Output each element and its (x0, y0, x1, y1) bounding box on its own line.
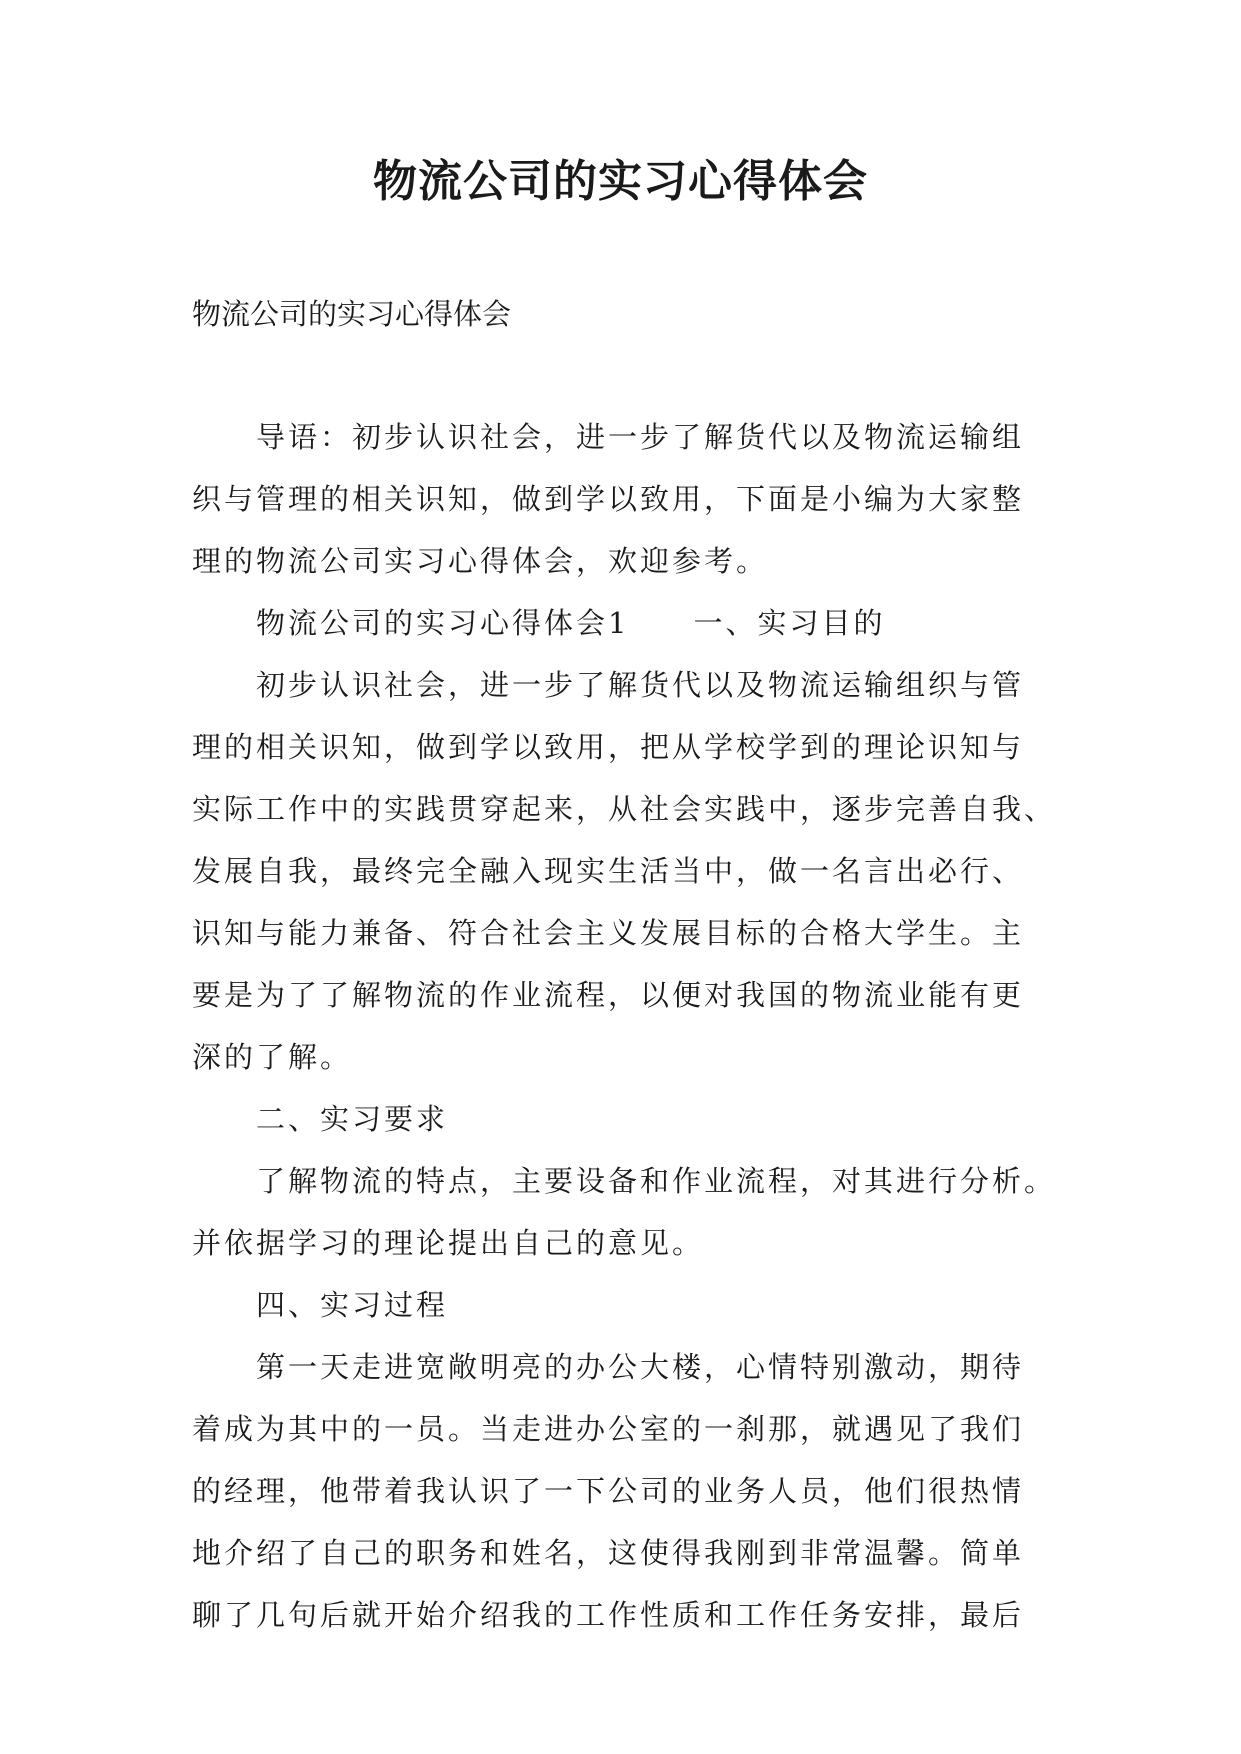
body-text-line: 聊了几句后就开始介绍我的工作性质和工作任务安排，最后 (192, 1598, 1025, 1632)
body-text-line: 初步认识社会，进一步了解货代以及物流运输组织与管 (256, 668, 1025, 702)
body-text-line: 二、实习要求 (256, 1102, 449, 1136)
body-text-line: 织与管理的相关识知，做到学以致用，下面是小编为大家整 (192, 482, 1025, 516)
document-subtitle: 物流公司的实习心得体会 (192, 297, 512, 331)
body-text-line: 并依据学习的理论提出自己的意见。 (192, 1226, 705, 1260)
body-text-line: 要是为了了解物流的作业流程，以便对我国的物流业能有更 (192, 978, 1025, 1012)
body-text-line: 深的了解。 (192, 1040, 353, 1074)
body-text-line: 导语：初步认识社会，进一步了解货代以及物流运输组 (256, 420, 1025, 454)
body-text-line: 理的物流公司实习心得体会，欢迎参考。 (192, 544, 769, 578)
body-text-line: 地介绍了自己的职务和姓名，这使得我刚到非常温馨。简单 (192, 1536, 1025, 1570)
body-text-line: 理的相关识知，做到学以致用，把从学校学到的理论识知与 (192, 730, 1025, 764)
body-text-line: 了解物流的特点，主要设备和作业流程，对其进行分析。 (256, 1164, 1057, 1198)
body-text-line: 识知与能力兼备、符合社会主义发展目标的合格大学生。主 (192, 916, 1025, 950)
body-text-line: 物流公司的实习心得体会1 一、实习目的 (256, 606, 886, 640)
document-body (192, 406, 1092, 1646)
body-text-line: 着成为其中的一员。当走进办公室的一刹那，就遇见了我们 (192, 1412, 1025, 1446)
document-title: 物流公司的实习心得体会 (373, 156, 868, 207)
body-text-line: 四、实习过程 (256, 1288, 449, 1322)
body-text-line: 实际工作中的实践贯穿起来，从社会实践中，逐步完善自我、 (192, 792, 1057, 826)
body-text-line: 发展自我，最终完全融入现实生活当中，做一名言出必行、 (192, 854, 1025, 888)
body-text-line: 的经理，他带着我认识了一下公司的业务人员，他们很热情 (192, 1474, 1025, 1508)
body-text-line: 第一天走进宽敞明亮的办公大楼，心情特别激动，期待 (256, 1350, 1025, 1384)
